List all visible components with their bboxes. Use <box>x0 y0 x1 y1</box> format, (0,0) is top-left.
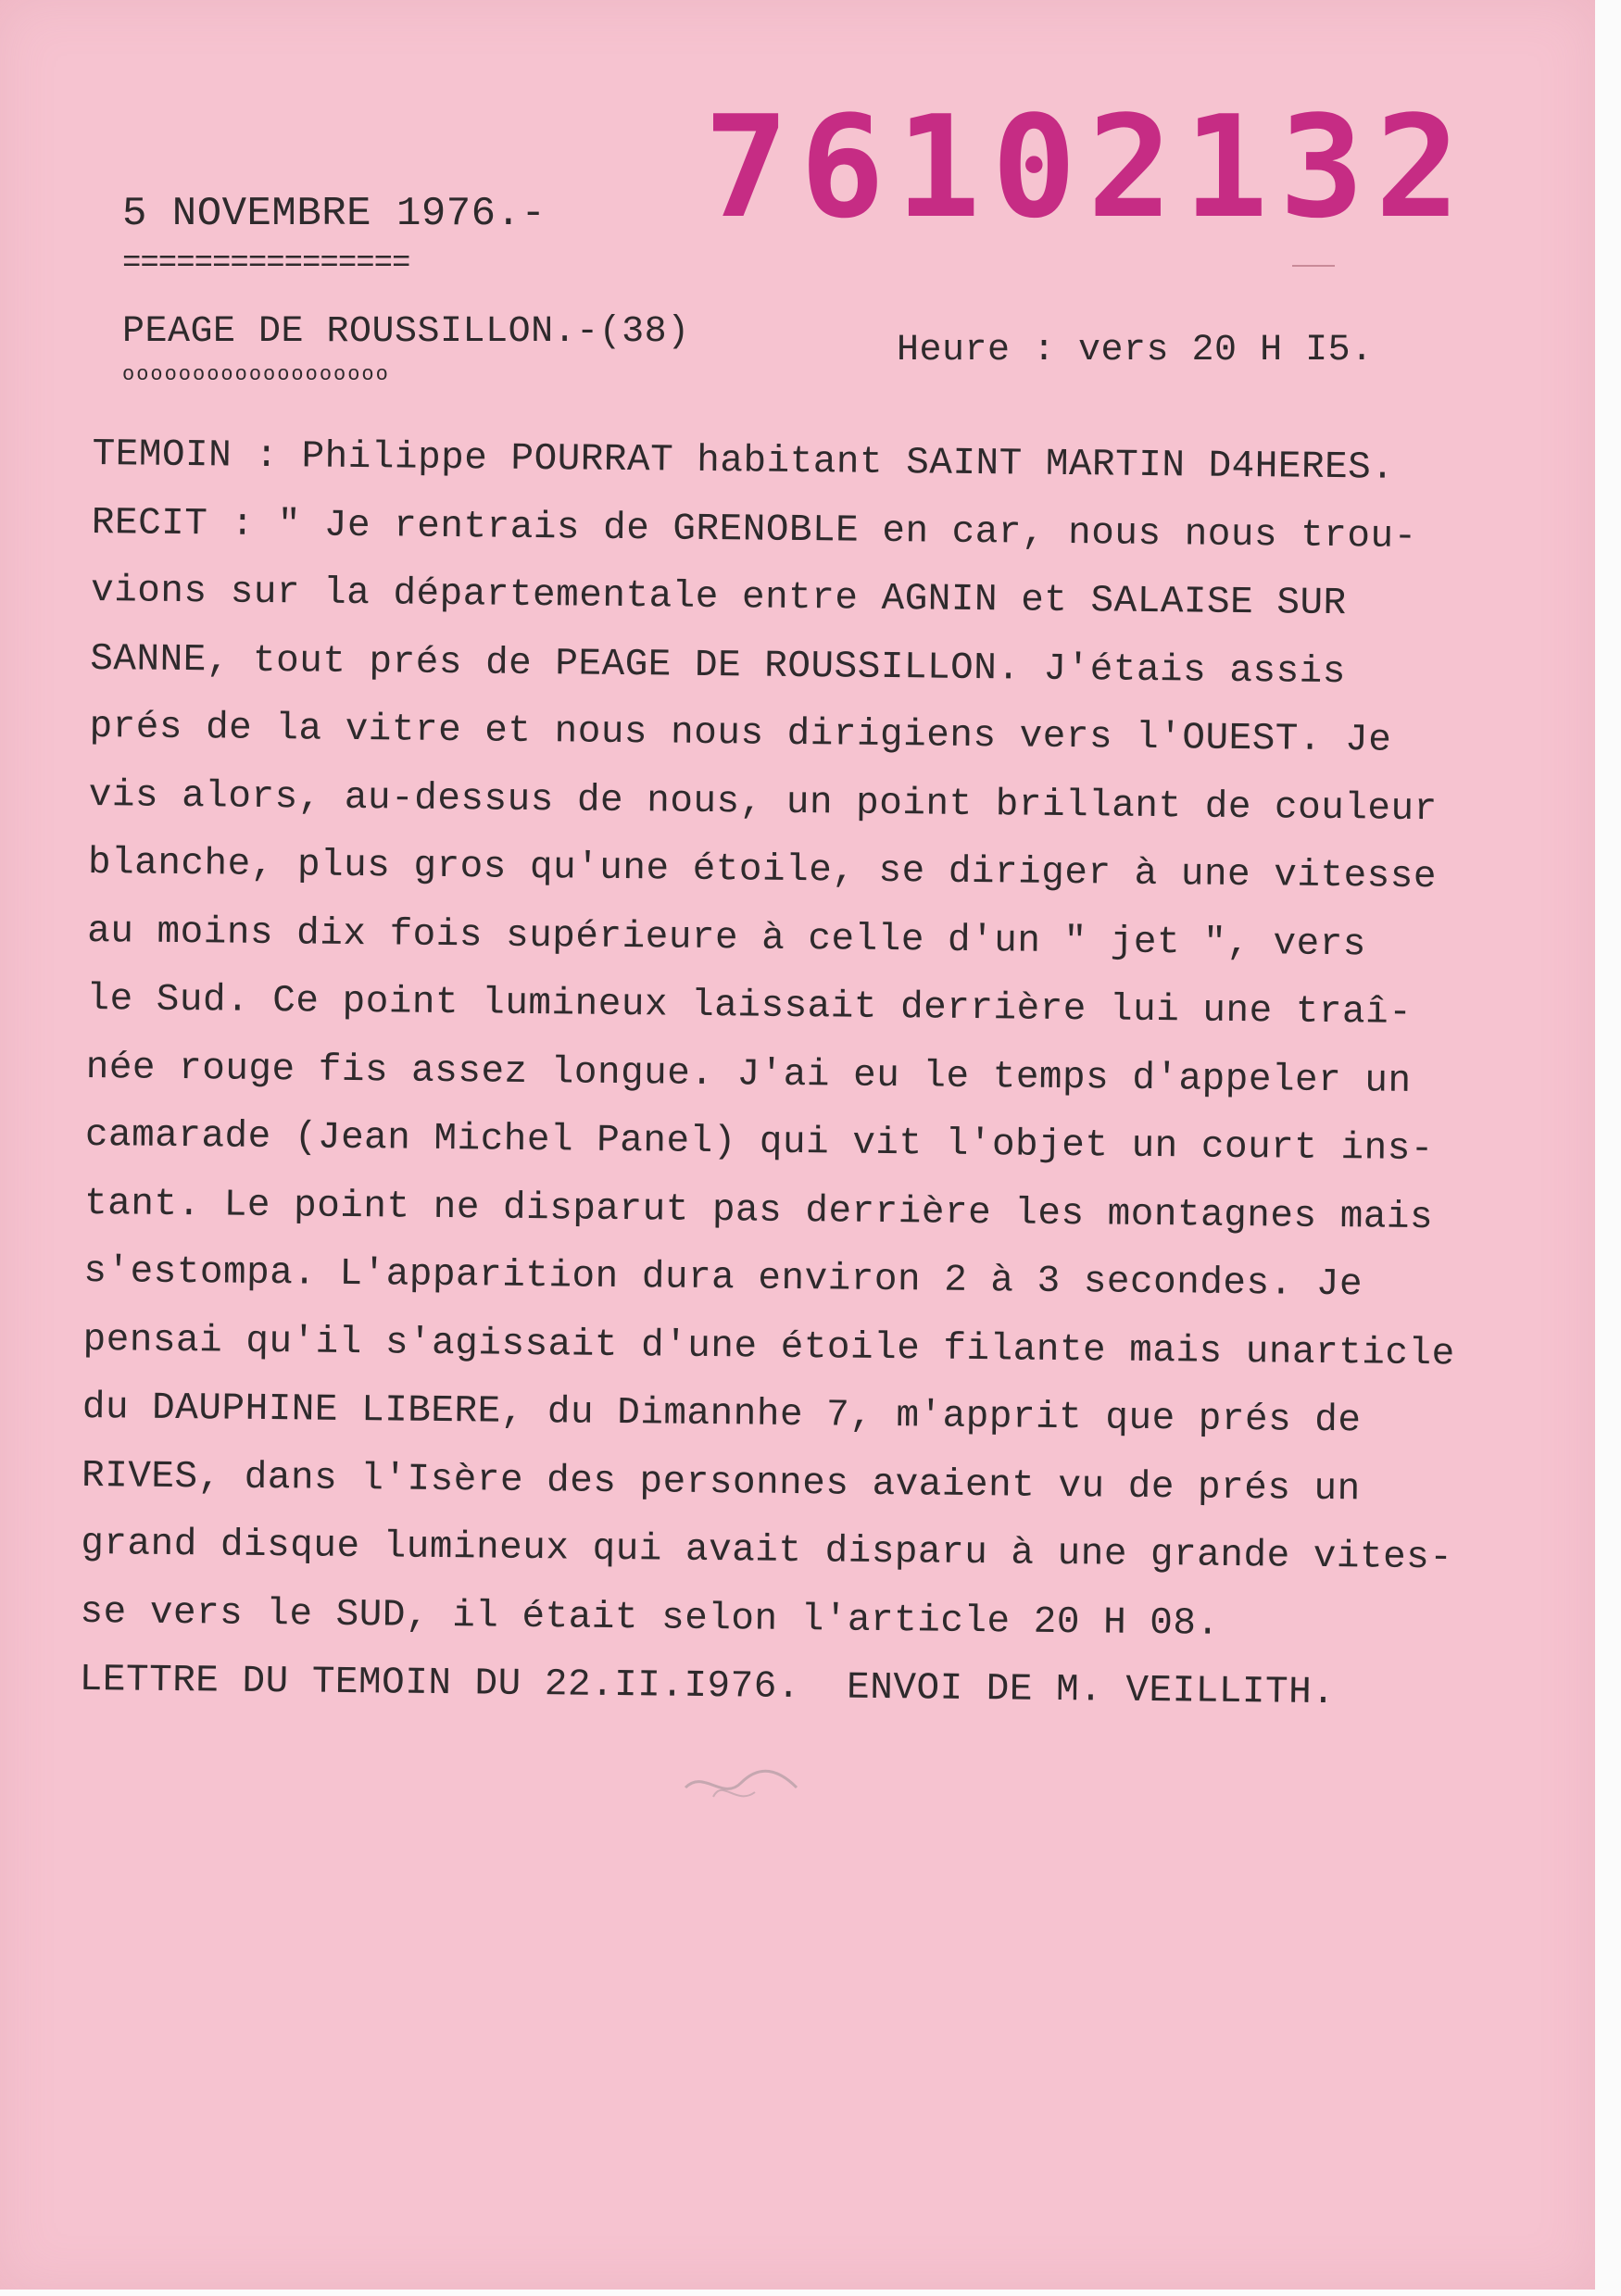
text-line: grand disque lumineux qui avait disparu à une grande vites- <box>81 1522 1453 1580</box>
witness-account <box>79 421 1538 1730</box>
text-line: tant. Le point ne disparut pas derrière les montagnes mais <box>83 1182 1434 1239</box>
text-line: SANNE, tout prés de PEAGE DE ROUSSILLON. J'étais assis <box>90 637 1347 694</box>
text-line: vions sur la départementale entre AGNIN et SALAISE SUR <box>90 569 1347 626</box>
report-date: 5 NOVEMBRE 1976.- <box>122 191 547 237</box>
page-margin-right <box>1595 0 1621 2296</box>
ink-smudge-mark <box>667 1750 852 1815</box>
text-line: le Sud. Ce point lumineux laissait derrière lui une traî- <box>86 977 1413 1035</box>
report-location: PEAGE DE ROUSSILLON.-(38) <box>122 311 690 353</box>
text-line: du DAUPHINE LIBERE, du Dimannhe 7, m'apprit que prés de <box>82 1386 1362 1443</box>
text-line: vis alors, au-dessus de nous, un point brillant de couleur <box>88 773 1438 831</box>
text-line: née rouge fis assez longue. J'ai eu le temps d'appeler un <box>85 1046 1412 1103</box>
stamp-dash-mark <box>1292 265 1335 267</box>
date-underline: ================ <box>122 246 410 282</box>
report-time: Heure : vers 20 H I5. <box>897 330 1374 371</box>
text-line: camarade (Jean Michel Panel) qui vit l'objet un court ins- <box>84 1113 1435 1172</box>
case-number-stamp: 76102132 <box>704 85 1472 249</box>
source-note: LETTRE DU TEMOIN DU 22.II.I976. ENVOI DE M. VEILLITH. <box>79 1658 1336 1715</box>
text-line: blanche, plus gros qu'une étoile, se diriger à une vitesse <box>87 841 1438 899</box>
page-margin-bottom <box>0 2290 1621 2296</box>
text-line: au moins dix fois supérieure à celle d'un " jet ", vers <box>86 910 1367 966</box>
text-line: RECIT : " Je rentrais de GRENOBLE en car, nous nous trou- <box>91 501 1417 558</box>
text-line: RIVES, dans l'Isère des personnes avaient vu de prés un <box>81 1454 1361 1511</box>
text-line: se vers le SUD, il était selon l'article 20 H 08. <box>80 1590 1220 1646</box>
text-line: prés de la vitre et nous nous dirigiens vers l'OUEST. Je <box>89 705 1392 762</box>
text-line: TEMOIN : Philippe POURRAT habitant SAINT MARTIN D4HERES. <box>92 433 1395 490</box>
text-line: pensai qu'il s'agissait d'une étoile filante mais unarticle <box>82 1318 1455 1375</box>
location-underline: ooooooooooooooooooo <box>122 363 390 386</box>
text-line: s'estompa. L'apparition dura environ 2 à 3 secondes. Je <box>83 1249 1363 1307</box>
